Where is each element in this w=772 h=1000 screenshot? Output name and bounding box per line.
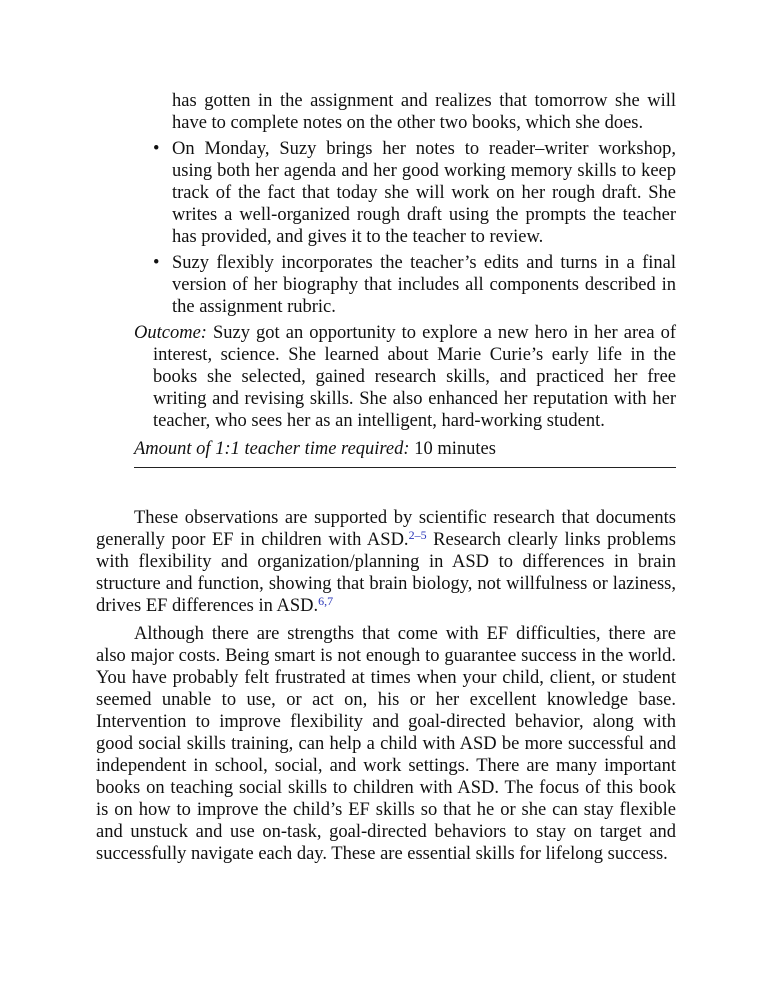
case-example-box: [134, 90, 676, 460]
teacher-time-line: [134, 438, 676, 460]
bullet-text: Suzy flexibly incorporates the teacher’s edits and turns in a final version of her biography that includes all components described in the assignment rubric.: [172, 253, 676, 317]
bullet-item: [134, 252, 676, 318]
bullet-dot-icon: •: [153, 139, 160, 159]
paragraph-text: Research clearly links problems with flexibility and organization/planning in ASD to differences in brain structure and function, showing that brain biology, not willfulness or laziness, drives EF differences in ASD.: [96, 530, 676, 616]
bullet-dot-icon: •: [153, 253, 160, 273]
paragraph-research: [96, 507, 676, 617]
bullet-text: On Monday, Suzy brings her notes to reader–writer workshop, using both her agenda and her good working memory skills to keep track of the fact that today she will work on her rough draft. She writes a well-organized rough draft using the prompts the teacher has provided, and gives it to the teacher to review.: [172, 139, 676, 247]
body-text: [96, 507, 676, 865]
paragraph-costs: Although there are strengths that come with EF difficulties, there are also major costs. Being smart is not enough to guarantee success in the world. You have probably felt frustrated at times when your child, client, or student seemed unable to use, or act on, his or her excellent knowledge base. Intervention to improve flexibility and goal-directed behavior, along with good social skills training, can help a child with ASD be more successful and independent in school, social, and work settings. There are many important books on teaching social skills to children with ASD. The focus of this book is on how to improve the child’s EF skills so that he or she can stay flexible and unstuck and use on-task, goal-directed behaviors to stay on target and successfully navigate each day. These are essential skills for lifelong success.: [96, 624, 676, 864]
teacher-time-value: 10 minutes: [409, 439, 496, 459]
box-bottom-rule: [134, 467, 676, 468]
reference-link[interactable]: 6,7: [318, 594, 334, 608]
reference-link[interactable]: 2–5: [408, 528, 427, 542]
outcome-paragraph: [134, 322, 676, 432]
paragraph-text: These observations are supported by scientific research that documents generally poor EF in children with ASD.: [96, 508, 676, 550]
outcome-label: Outcome:: [134, 323, 207, 343]
outcome-text: Suzy got an opportunity to explore a new hero in her area of interest, science. She learned about Marie Curie’s early life in the books she selected, gained research skills, and practiced her free writing and revising skills. She also enhanced her reputation with her teacher, who sees her as an intelligent, hard-working student.: [153, 323, 676, 431]
continued-bullet-text: has gotten in the assignment and realizes that tomorrow she will have to complete notes on the other two books, which she does.: [172, 91, 676, 133]
teacher-time-label: Amount of 1:1 teacher time required:: [134, 439, 410, 459]
bullet-item: [134, 138, 676, 248]
